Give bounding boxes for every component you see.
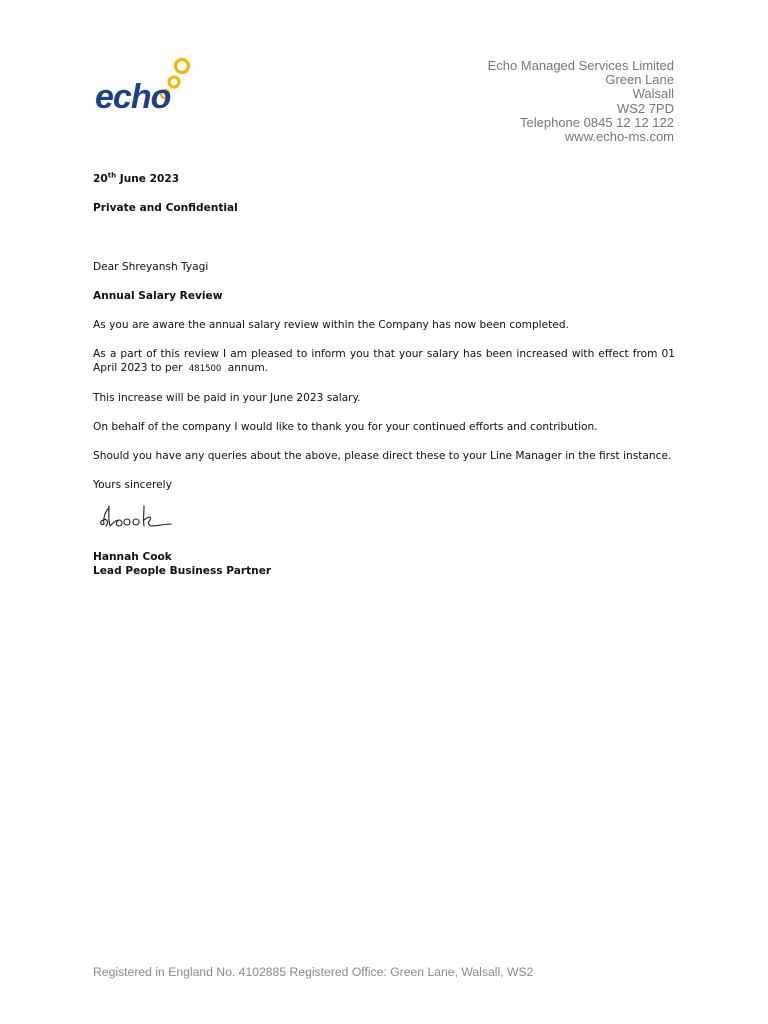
address-postcode: WS2 7PD	[616, 100, 674, 116]
handwritten-signature	[95, 500, 185, 532]
echo-logo	[92, 52, 202, 124]
company-name: Echo Managed Services Limited	[487, 58, 674, 73]
paragraph-review-complete: As you are aware the annual salary review within the Company has now been completed.	[93, 319, 569, 331]
logo-wordmark: echo	[95, 78, 171, 116]
paragraph-queries: Should you have any queries about the above, please direct these to your Line Manager in the first instance.	[93, 450, 672, 462]
signer-title: Lead People Business Partner	[93, 565, 272, 577]
paragraph-thanks: On behalf of the company I would like to thank you for your continued efforts and contribution.	[93, 421, 598, 433]
address-street: Green Lane	[605, 72, 674, 88]
salary-amount: 481500	[188, 364, 222, 374]
date-month-year: June 2023	[116, 173, 180, 185]
paragraph-salary-text: As a part of this review I am pleased to inform you that your salary has been increased with effect from 01 April 2023 to per	[93, 348, 675, 374]
paragraph-payment: This increase will be paid in your June 2023 salary.	[93, 392, 361, 404]
paragraph-salary-end: annum.	[227, 362, 269, 374]
company-telephone: Telephone 0845 12 12 122	[520, 114, 674, 130]
salutation: Dear Shreyansh Tyagi	[93, 261, 209, 273]
date-suffix: th	[107, 171, 117, 180]
letter-body	[93, 172, 675, 578]
paragraph-salary-increase	[93, 347, 675, 376]
closing: Yours sincerely	[93, 479, 172, 491]
signer-name: Hannah Cook	[93, 551, 172, 563]
letter-date	[93, 172, 675, 186]
company-address	[488, 59, 674, 144]
registration-footer: Registered in England No. 4102885 Registered Office: Green Lane, Walsall, WS2	[93, 965, 534, 979]
address-town: Walsall	[632, 86, 674, 102]
date-day: 20	[93, 173, 108, 185]
confidential-label: Private and Confidential	[93, 202, 238, 214]
company-website: www.echo-ms.com	[564, 129, 674, 145]
letter-subject: Annual Salary Review	[93, 290, 223, 302]
